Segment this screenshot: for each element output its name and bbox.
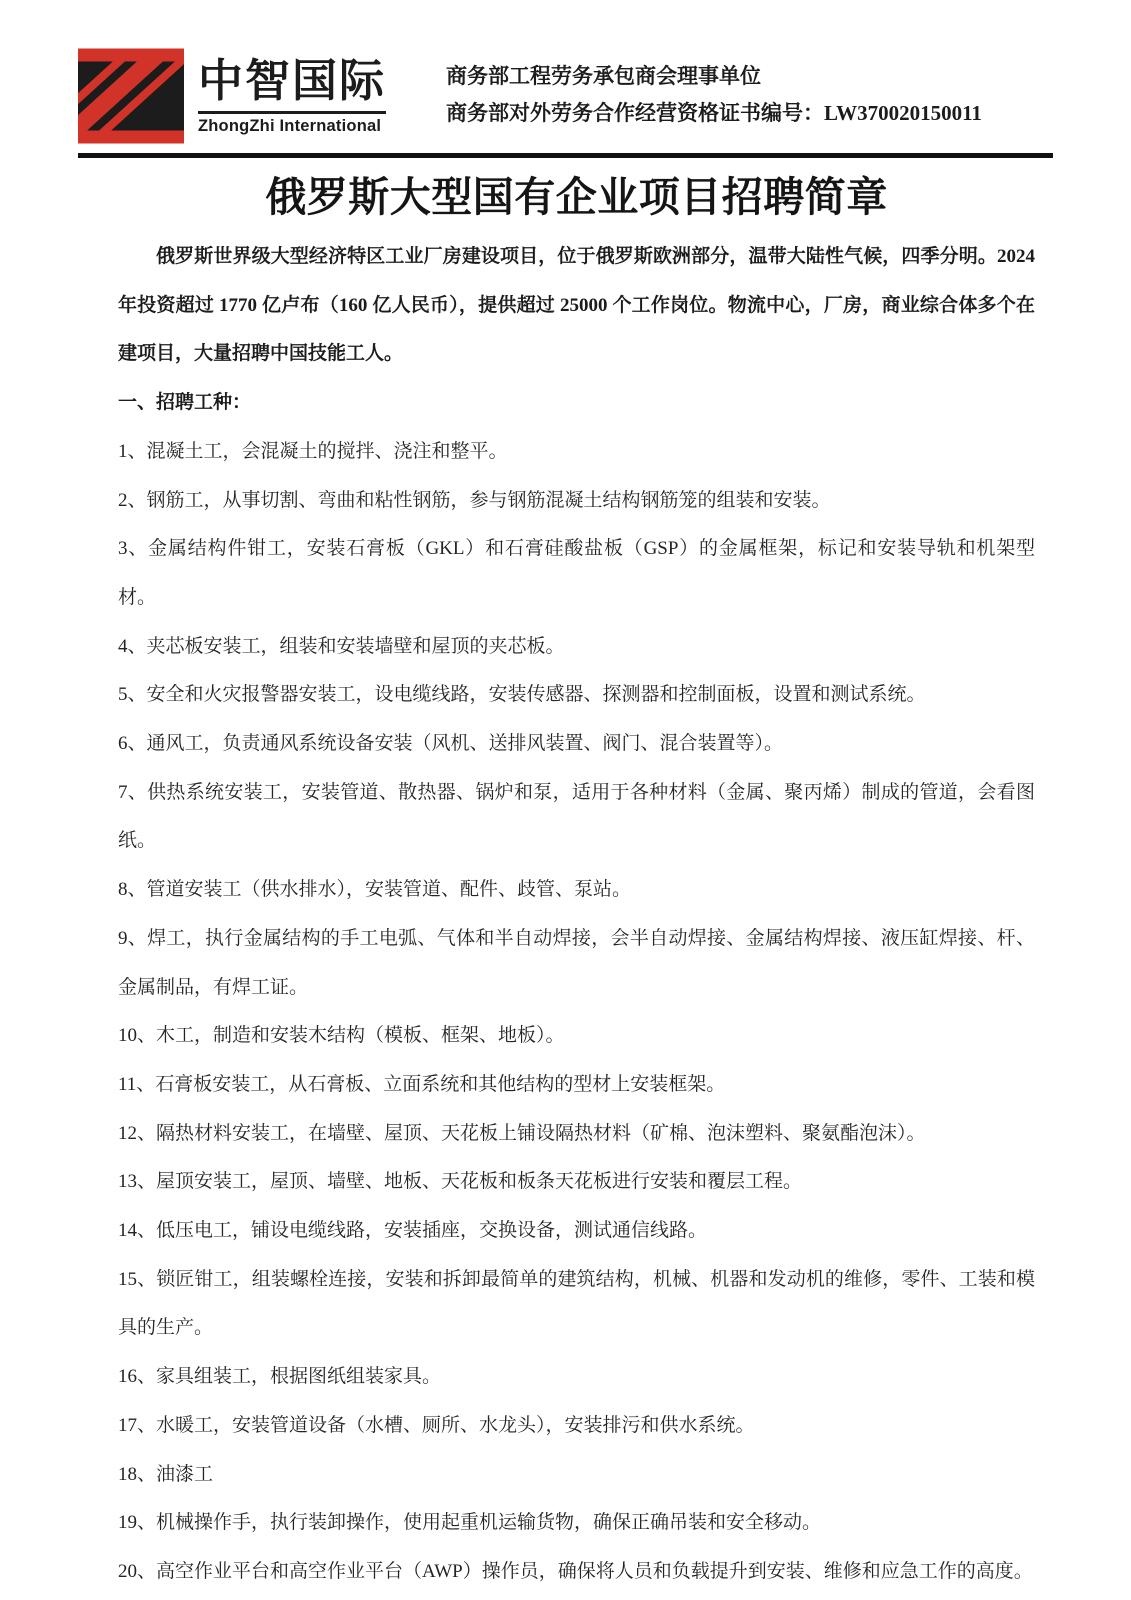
list-item: 20、高空作业平台和高空作业平台（AWP）操作员，确保将人员和负载提升到安装、维修和应急工作的高度。 (118, 1560, 1033, 1582)
credential-line: 商务部工程劳务承包商会理事单位 (446, 64, 761, 88)
list-item: 5、安全和火灾报警器安装工，设电缆线路，安装传感器、探测器和控制面板，设置和测试系统。 (118, 684, 926, 706)
logo-divider (198, 111, 386, 114)
list-item: 9、焊工，执行金属结构的手工电弧、气体和半自动焊接，会半自动焊接、金属结构焊接、液压缸焊接、杆、金属制品，有焊工证。 (118, 927, 1035, 998)
list-item: 6、通风工，负责通风系统设备安装（风机、送排风装置、阀门、混合装置等）。 (118, 733, 784, 755)
credential-line: 商务部对外劳务合作经营资格证书编号：LW370020150011 (446, 101, 982, 125)
page-title: 俄罗斯大型国有企业项目招聘简章 (265, 174, 888, 220)
letterhead (0, 0, 1131, 144)
list-item: 13、屋顶安装工，屋顶、墙壁、地板、天花板和板条天花板进行安装和覆层工程。 (118, 1171, 803, 1193)
intro-paragraph: 俄罗斯世界级大型经济特区工业厂房建设项目，位于俄罗斯欧洲部分，温带大陆性气候，四季分明。2024 年投资超过 1770 亿卢布（160 亿人民币），提供超过 25000 个工作岗位。物流中心，厂房，商业综合体多个在建项目，大量招聘中国技能工人。 (118, 246, 1035, 365)
list-item: 15、锁匠钳工，组装螺栓连接，安装和拆卸最简单的建筑结构，机械、机器和发动机的维修，零件、工装和模具的生产。 (118, 1268, 1035, 1339)
zhongzhi-z-logo-icon (78, 48, 184, 144)
list-item: 4、夹芯板安装工，组装和安装墙壁和屋顶的夹芯板。 (118, 635, 565, 657)
header-rule (78, 153, 1053, 158)
company-logo (78, 48, 386, 144)
list-item: 1、混凝土工，会混凝土的搅拌、浇注和整平。 (118, 440, 508, 462)
list-item: 17、水暖工，安装管道设备（水槽、厕所、水龙头），安装排污和供水系统。 (118, 1414, 755, 1436)
list-item: 10、木工，制造和安装木结构（模板、框架、地板）。 (118, 1025, 565, 1047)
list-item: 8、管道安装工（供水排水），安装管道、配件、歧管、泵站。 (118, 879, 632, 901)
list-item: 7、供热系统安装工，安装管道、散热器、锅炉和泵，适用于各种材料（金属、聚丙烯）制成的管道，会看图纸。 (118, 781, 1035, 852)
section-heading: 一、招聘工种： (118, 392, 252, 414)
job-list (118, 428, 1035, 1597)
list-item: 19、机械操作手，执行装卸操作，使用起重机运输货物，确保正确吊装和安全移动。 (118, 1512, 822, 1534)
list-item: 16、家具组装工，根据图纸组装家具。 (118, 1366, 442, 1388)
list-item: 18、油漆工 (118, 1463, 214, 1485)
list-item: 12、隔热材料安装工，在墙壁、屋顶、天花板上铺设隔热材料（矿棉、泡沫塑料、聚氨酯泡沫）。 (118, 1122, 926, 1144)
list-item: 2、钢筋工，从事切割、弯曲和粘性钢筋，参与钢筋混凝土结构钢筋笼的组装和安装。 (118, 489, 831, 511)
list-item: 11、石膏板安装工，从石膏板、立面系统和其他结构的型材上安装框架。 (118, 1073, 726, 1095)
logo-chinese-name: 中智国际 (198, 55, 387, 106)
credentials-block (446, 48, 982, 132)
logo-english-name: ZhongZhi International (198, 117, 382, 135)
list-item: 3、金属结构件钳工，安装石膏板（GKL）和石膏硅酸盐板（GSP）的金属框架，标记和安装导轨和机架型材。 (118, 538, 1035, 608)
logo-wordmark (198, 48, 386, 136)
list-item: 14、低压电工，铺设电缆线路，安装插座，交换设备，测试通信线路。 (118, 1220, 708, 1242)
document-body (118, 170, 1035, 1597)
